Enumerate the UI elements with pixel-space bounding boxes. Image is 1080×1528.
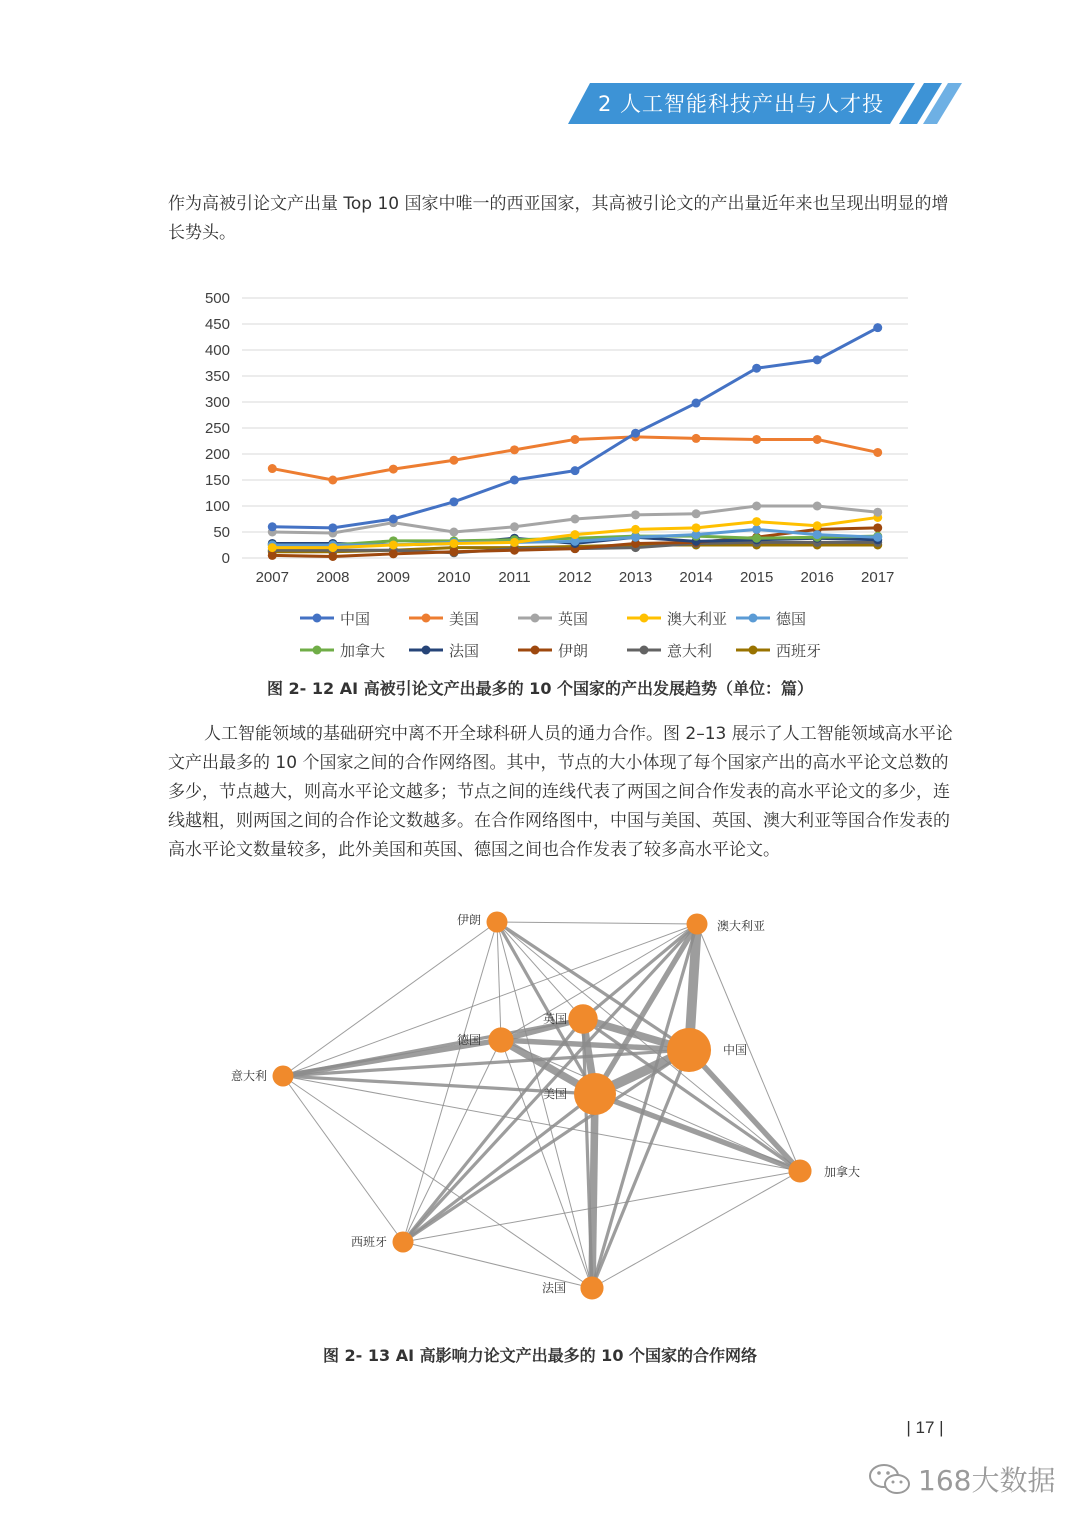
edge-italy-spain: [283, 1076, 403, 1242]
data-point: [813, 502, 822, 511]
y-tick-label: 400: [204, 342, 230, 359]
x-tick-label: 2013: [618, 569, 653, 586]
data-point: [752, 502, 761, 511]
edge-iran-australia: [497, 922, 697, 924]
legend-item: [625, 640, 734, 661]
data-point: [449, 497, 458, 506]
x-tick-label: 2009: [376, 569, 411, 586]
data-point: [268, 543, 277, 552]
data-point: [752, 517, 761, 526]
legend-item: [298, 640, 407, 661]
data-point: [449, 539, 458, 548]
series-美国: [268, 432, 882, 484]
edge-canada-france: [592, 1171, 800, 1288]
legend-swatch: [298, 612, 336, 624]
figure-2-caption: 图 2- 13 AI 高影响力论文产出最多的 10 个国家的合作网络: [322, 1346, 758, 1365]
legend-item: [407, 608, 516, 629]
node-label-italy: 意大利: [230, 1069, 267, 1083]
legend-item: [516, 608, 625, 629]
node-germany: [488, 1027, 513, 1052]
data-point: [813, 435, 822, 444]
legend-item: [625, 608, 734, 629]
y-tick-label: 150: [204, 472, 230, 489]
edge-iran-spain: [403, 922, 497, 1242]
legend-swatch: [407, 612, 445, 624]
data-point: [813, 355, 822, 364]
edge-australia-uk: [583, 924, 697, 1019]
edge-germany-france: [501, 1040, 592, 1288]
line-chart: [180, 280, 920, 590]
legend-label: 法国: [449, 641, 480, 660]
node-label-germany: 德国: [456, 1033, 481, 1047]
data-point: [813, 521, 822, 530]
legend-label: 英国: [558, 609, 589, 628]
watermark-text: 168大数据: [918, 1464, 1056, 1497]
data-point: [692, 523, 701, 532]
data-point: [752, 435, 761, 444]
legend-swatch: [516, 612, 554, 624]
node-label-australia: 澳大利亚: [717, 919, 766, 933]
data-point: [449, 528, 458, 537]
data-point: [449, 547, 458, 556]
node-usa: [574, 1073, 616, 1115]
legend-row: [298, 602, 858, 634]
edge-usa-spain: [403, 1094, 595, 1242]
data-point: [268, 551, 277, 560]
edge-china-spain: [403, 1050, 689, 1242]
legend-label: 中国: [340, 609, 371, 628]
legend-item: [516, 640, 625, 661]
data-point: [389, 465, 398, 474]
data-point: [692, 434, 701, 443]
data-point: [692, 399, 701, 408]
y-tick-label: 0: [221, 550, 230, 567]
legend-swatch: [298, 644, 336, 656]
data-point: [571, 515, 580, 524]
edge-iran-italy: [283, 922, 497, 1076]
data-point: [873, 448, 882, 457]
collaboration-network: [220, 900, 900, 1310]
data-point: [631, 510, 640, 519]
data-point: [631, 533, 640, 542]
data-point: [328, 523, 337, 532]
node-label-uk: 英国: [542, 1012, 567, 1026]
data-point: [692, 509, 701, 518]
x-tick-label: 2017: [861, 569, 895, 586]
edge-iran-germany: [497, 922, 501, 1040]
data-point: [510, 546, 519, 555]
wechat-icon: [868, 1461, 912, 1497]
node-label-china: 中国: [723, 1043, 748, 1057]
legend-label: 意大利: [667, 641, 713, 660]
data-point: [571, 530, 580, 539]
legend-label: 澳大利亚: [667, 609, 728, 628]
y-tick-label: 350: [204, 368, 230, 385]
data-point: [328, 543, 337, 552]
page-number: | 17 |: [906, 1418, 944, 1437]
network-edges: [283, 922, 800, 1288]
data-point: [510, 445, 519, 454]
legend-item: [298, 608, 407, 629]
figure-1-caption: 图 2- 12 AI 高被引论文产出最多的 10 个国家的产出发展趋势（单位：篇）: [266, 679, 814, 698]
node-spain: [393, 1232, 414, 1253]
intro-paragraph: 作为高被引论文产出量 Top 10 国家中唯一的西亚国家，其高被引论文的产出量近年来也呈现出明显的增长势头。: [168, 194, 949, 243]
node-italy: [273, 1066, 294, 1087]
data-point: [449, 456, 458, 465]
legend-swatch: [625, 644, 663, 656]
y-tick-label: 300: [204, 394, 230, 411]
node-label-spain: 西班牙: [350, 1235, 387, 1249]
node-france: [580, 1276, 603, 1299]
data-point: [631, 429, 640, 438]
legend-swatch: [734, 612, 772, 624]
y-tick-label: 250: [204, 420, 230, 437]
body-paragraph: 人工智能领域的基础研究中离不开全球科研人员的通力合作。图 2–13 展示了人工智能领域高水平论文产出最多的 10 个国家之间的合作网络图。其中，节点的大小体现了每个国家产出的高水平论文总数的多少，节点越大，则高水平论文越多；节点之间的连线代表了两国之间合作发表的高水平论文的多少，连线越粗，则两国之间的合作论文数越多。在合作网络图中，中国与美国、英国、澳大利亚等国合作发表的高水平论文数量较多，此外美国和英国、德国之间也合作发表了较多高水平论文。: [168, 724, 953, 860]
node-label-france: 法国: [541, 1281, 566, 1295]
node-label-canada: 加拿大: [824, 1165, 861, 1179]
data-point: [268, 464, 277, 473]
x-tick-label: 2011: [498, 569, 531, 586]
x-tick-label: 2008: [316, 569, 350, 586]
y-tick-label: 50: [213, 524, 230, 541]
data-point: [510, 522, 519, 531]
legend-label: 西班牙: [776, 641, 822, 660]
data-point: [873, 508, 882, 517]
legend-label: 德国: [776, 609, 807, 628]
data-point: [328, 552, 337, 561]
legend-item: [734, 640, 843, 661]
y-tick-label: 100: [204, 498, 230, 515]
x-tick-label: 2010: [437, 569, 471, 586]
data-point: [752, 534, 761, 543]
data-point: [571, 435, 580, 444]
legend-label: 伊朗: [558, 641, 589, 660]
y-tick-label: 200: [204, 446, 230, 463]
data-point: [873, 523, 882, 532]
x-tick-label: 2007: [255, 569, 289, 586]
edge-australia-spain: [403, 924, 697, 1242]
data-point: [389, 549, 398, 558]
node-australia: [687, 914, 708, 935]
data-point: [389, 541, 398, 550]
banner-graphic: [0, 0, 1080, 152]
x-tick-label: 2016: [800, 569, 834, 586]
edge-canada-spain: [403, 1171, 800, 1242]
legend-label: 加拿大: [340, 641, 386, 660]
watermark: [868, 1456, 1055, 1502]
data-point: [328, 476, 337, 485]
legend-swatch: [625, 612, 663, 624]
legend-swatch: [407, 644, 445, 656]
node-label-iran: 伊朗: [456, 913, 481, 927]
data-point: [873, 533, 882, 542]
data-point: [389, 515, 398, 524]
chapter-title: 2 人工智能科技产出与人才投入: [598, 92, 885, 152]
x-tick-label: 2012: [558, 569, 592, 586]
data-point: [571, 466, 580, 475]
y-tick-label: 450: [204, 316, 230, 333]
legend-swatch: [516, 644, 554, 656]
data-point: [873, 323, 882, 332]
data-point: [631, 525, 640, 534]
data-point: [752, 364, 761, 373]
data-point: [752, 525, 761, 534]
y-tick-label: 500: [204, 290, 230, 307]
data-point: [268, 522, 277, 531]
node-uk: [568, 1004, 597, 1033]
data-point: [813, 530, 822, 539]
chart-legend: [298, 602, 858, 666]
edge-germany-canada: [501, 1040, 800, 1171]
x-tick-label: 2014: [679, 569, 713, 586]
legend-item: [407, 640, 516, 661]
x-tick-label: 2015: [739, 569, 774, 586]
node-iran: [487, 912, 508, 933]
node-canada: [788, 1159, 811, 1182]
legend-item: [734, 608, 843, 629]
legend-swatch: [734, 644, 772, 656]
chapter-banner: [0, 0, 1080, 152]
data-point: [510, 476, 519, 485]
data-point: [510, 538, 519, 547]
node-label-usa: 美国: [542, 1087, 567, 1101]
legend-row: [298, 634, 858, 666]
legend-label: 美国: [449, 609, 480, 628]
node-china: [667, 1028, 711, 1072]
edge-usa-canada: [595, 1094, 800, 1171]
